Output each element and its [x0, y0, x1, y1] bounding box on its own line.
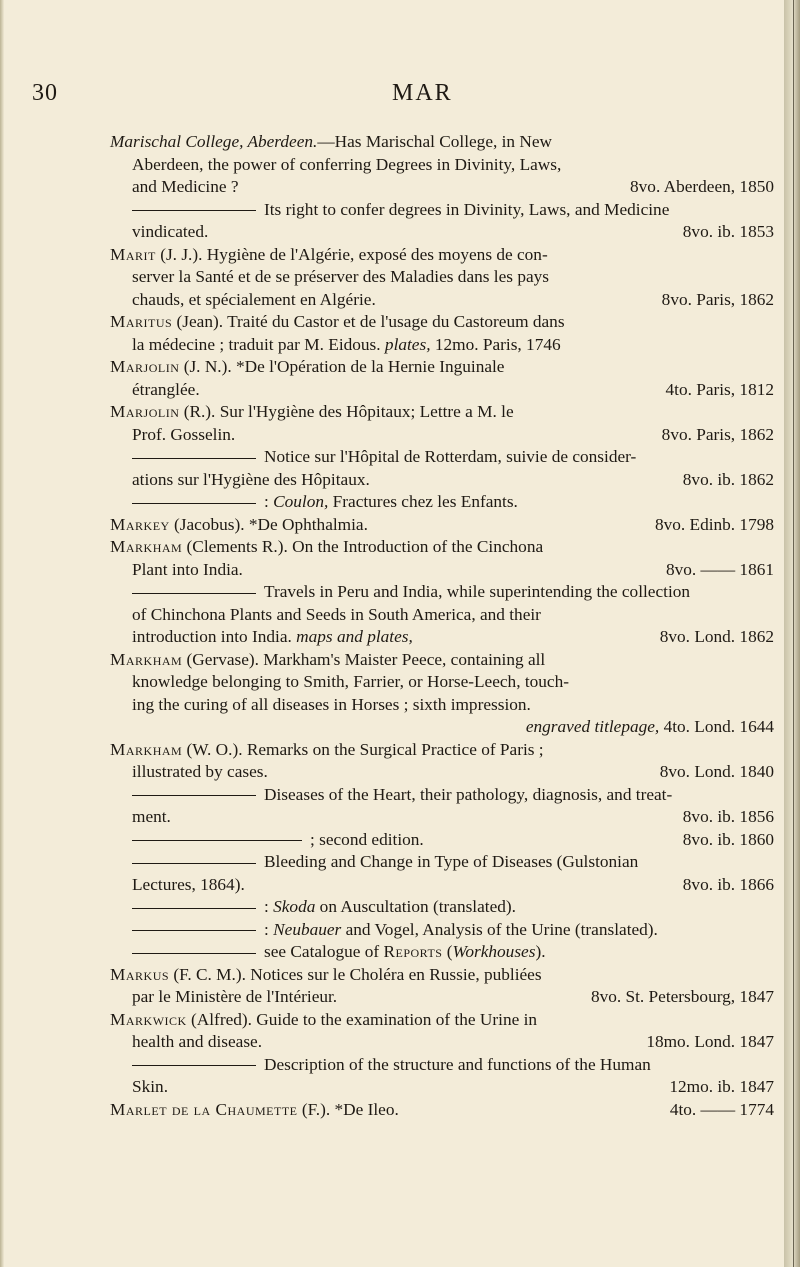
imprint: 8vo. ib. 1862: [682, 469, 774, 489]
imprint: 8vo. Edinb. 1798: [654, 514, 774, 534]
entry-line: Markham (Clements R.). On the Introduction of the Cinchona: [110, 537, 544, 556]
entry-line: Plant into India. 8vo. —— 1861: [110, 559, 774, 582]
entry-line: chauds, et spécialement en Algérie. 8vo. Paris, 1862: [110, 289, 774, 312]
imprint: 12mo. ib. 1847: [669, 1077, 774, 1096]
catalogue-entry: [110, 829, 774, 852]
entry-line: Marlet de la Chaumette (F.). *De Ileo. 4to. —— 1774: [110, 1099, 774, 1122]
imprint: 8vo. Aberdeen, 1850: [630, 177, 774, 196]
imprint: 8vo. St. Petersbourg, 1847: [590, 987, 774, 1006]
catalogue-entry: [110, 514, 774, 537]
catalogue-entry: [110, 896, 774, 919]
entry-line: ing the curing of all diseases in Horses ; sixth impression.: [132, 694, 531, 714]
imprint: 8vo. ib. 1856: [682, 807, 774, 826]
running-head: MAR: [392, 80, 453, 106]
entry-line: Skin. 12mo. ib. 1847: [110, 1076, 774, 1099]
imprint: 8vo. ib. 1866: [682, 874, 774, 894]
entry-line: knowledge belonging to Smith, Farrier, or Horse-Leech, touch-: [132, 672, 569, 691]
page-number: 30: [32, 80, 58, 106]
repeat-author-rule: [132, 863, 256, 864]
catalogue-entry: [110, 919, 774, 942]
repeat-author-rule: [132, 210, 256, 211]
entry-line: Markey (Jacobus). *De Ophthalmia. 8vo. Edinb. 1798: [110, 514, 774, 537]
entry-line: health and disease. 18mo. Lond. 1847: [110, 1031, 774, 1054]
entry-line: Diseases of the Heart, their pathology, diagnosis, and treat-: [110, 784, 774, 807]
repeat-author-rule: [132, 908, 256, 909]
catalogue-entry: [110, 199, 774, 244]
entry-line: étranglée. 4to. Paris, 1812: [110, 379, 774, 402]
entry-line: server la Santé et de se préserver des Maladies dans les pays: [132, 267, 549, 286]
entry-line: : Neubauer and Vogel, Analysis of the Urine (translated).: [110, 919, 774, 942]
entry-line: Markwick (Alfred). Guide to the examination of the Urine in: [110, 1009, 538, 1029]
catalogue-entry: [110, 649, 774, 739]
repeat-author-rule: [132, 953, 256, 954]
imprint: engraved titlepage, 4to. Lond. 1644: [525, 717, 774, 736]
entry-line: la médecine ; traduit par M. Eidous. plates, 12mo. Paris, 1746: [132, 334, 561, 354]
imprint: 8vo. —— 1861: [665, 559, 774, 579]
repeat-author-rule: [132, 503, 256, 504]
entry-line: Its right to confer degrees in Divinity, Laws, and Medicine: [110, 199, 774, 222]
repeat-author-rule: [132, 593, 256, 594]
entry-line: illustrated by cases. 8vo. Lond. 1840: [110, 761, 774, 784]
page-edge: [784, 0, 800, 1267]
imprint: 8vo. Lond. 1840: [659, 762, 774, 781]
entry-line: Markham (Gervase). Markham's Maister Peece, containing all: [110, 649, 546, 669]
entry-line: Notice sur l'Hôpital de Rotterdam, suivie de consider-: [110, 446, 774, 469]
entry-line: Aberdeen, the power of conferring Degrees in Divinity, Laws,: [132, 154, 562, 174]
entry-line: introduction into India. maps and plates, 8vo. Lond. 1862: [110, 626, 774, 649]
entry-line: par le Ministère de l'Intérieur. 8vo. St. Petersbourg, 1847: [110, 986, 774, 1009]
entry-line: Marjolin (J. N.). *De l'Opération de la Hernie Inguinale: [110, 357, 505, 376]
catalogue-entries: [110, 131, 774, 1121]
repeat-author-rule: [132, 840, 302, 841]
catalogue-entry: [110, 851, 774, 896]
imprint: 18mo. Lond. 1847: [646, 1032, 774, 1051]
catalogue-entry: [110, 446, 774, 491]
imprint: 8vo. Lond. 1862: [659, 627, 774, 646]
catalogue-entry: [110, 356, 774, 401]
entry-line: Markus (F. C. M.). Notices sur le Choléra en Russie, publiées: [110, 964, 542, 984]
catalogue-entry: [110, 536, 774, 581]
entry-line: Travels in Peru and India, while superintending the collection: [110, 581, 774, 604]
entry-line: [110, 716, 774, 739]
imprint: 4to. —— 1774: [669, 1099, 774, 1119]
imprint: 8vo. Paris, 1862: [661, 424, 774, 444]
page-header: [32, 80, 772, 112]
imprint: 8vo. ib. 1860: [682, 829, 774, 849]
catalogue-entry: [110, 784, 774, 829]
repeat-author-rule: [132, 1065, 256, 1066]
entry-line: vindicated. 8vo. ib. 1853: [110, 221, 774, 244]
entry-line: : Skoda on Auscultation (translated).: [110, 896, 774, 919]
repeat-author-rule: [132, 930, 256, 931]
catalogue-entry: [110, 581, 774, 649]
entry-line: Marit (J. J.). Hygiène de l'Algérie, exposé des moyens de con-: [110, 244, 548, 264]
entry-line: and Medicine ? 8vo. Aberdeen, 1850: [110, 176, 774, 199]
entry-line: Marjolin (R.). Sur l'Hygiène des Hôpitaux; Lettre a M. le: [110, 402, 514, 421]
catalogue-entry: [110, 964, 774, 1009]
imprint: 8vo. Paris, 1862: [661, 289, 774, 309]
entry-line: Marischal College, Aberdeen.—Has Marischal College, in New: [110, 132, 553, 151]
catalogue-entry: [110, 244, 774, 312]
entry-line: Prof. Gosselin. 8vo. Paris, 1862: [110, 424, 774, 447]
page-edge-line: [793, 0, 794, 1267]
page-left-shadow: [0, 0, 4, 1267]
imprint: 8vo. ib. 1853: [682, 222, 774, 241]
catalogue-entry: [110, 311, 774, 356]
catalogue-entry: [110, 131, 774, 199]
entry-line: ; second edition. 8vo. ib. 1860: [110, 829, 774, 852]
catalogue-entry: [110, 941, 774, 964]
entry-line: Maritus (Jean). Traité du Castor et de l'usage du Castoreum dans: [110, 312, 565, 331]
entry-line: of Chinchona Plants and Seeds in South America, and their: [132, 604, 541, 624]
catalogue-entry: [110, 739, 774, 784]
repeat-author-rule: [132, 458, 256, 459]
catalogue-entry: [110, 1054, 774, 1099]
entry-line: Description of the structure and functions of the Human: [110, 1054, 774, 1077]
catalogue-entry: [110, 401, 774, 446]
entry-line: : Coulon, Fractures chez les Enfants.: [110, 491, 774, 514]
entry-line: Lectures, 1864). 8vo. ib. 1866: [110, 874, 774, 897]
entry-line: Markham (W. O.). Remarks on the Surgical Practice of Paris ;: [110, 739, 544, 759]
entry-line: ment. 8vo. ib. 1856: [110, 806, 774, 829]
imprint: 4to. Paris, 1812: [665, 379, 774, 399]
catalogue-entry: [110, 491, 774, 514]
catalogue-entry: [110, 1099, 774, 1122]
entry-line: ations sur l'Hygiène des Hôpitaux. 8vo. ib. 1862: [110, 469, 774, 492]
entry-line: see Catalogue of Reports (Workhouses).: [110, 941, 774, 964]
catalogue-entry: [110, 1009, 774, 1054]
entry-line: Bleeding and Change in Type of Diseases (Gulstonian: [110, 851, 774, 874]
repeat-author-rule: [132, 795, 256, 796]
